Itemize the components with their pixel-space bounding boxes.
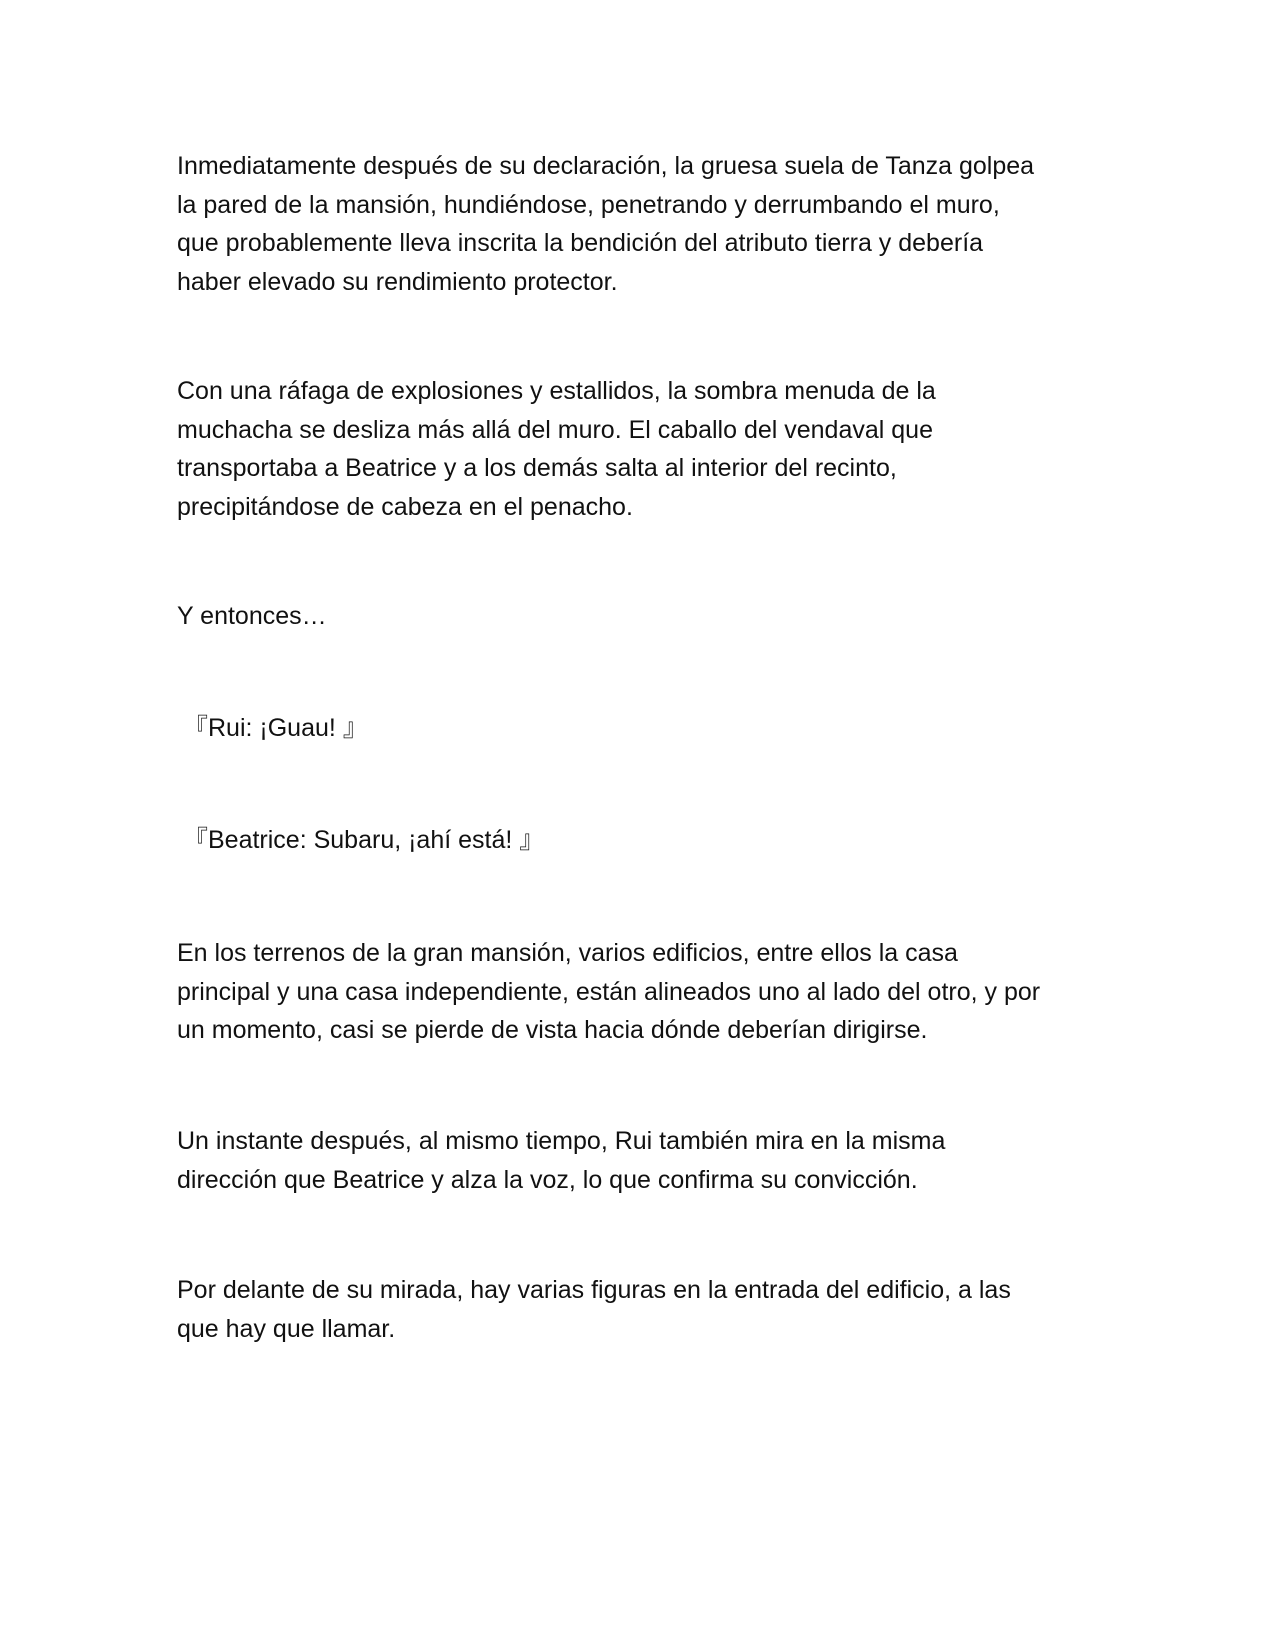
text-line: Y entonces… bbox=[177, 602, 327, 630]
text-line: precipitándose de cabeza en el penacho. bbox=[177, 492, 633, 521]
paragraph-and-then bbox=[177, 597, 1107, 636]
text-line: Con una ráfaga de explosiones y estallidos, la sombra menuda de la bbox=[177, 377, 936, 405]
paragraph-wall-impact bbox=[177, 147, 1107, 301]
paragraph-rui-looks bbox=[177, 1122, 1107, 1199]
dialogue-beatrice bbox=[183, 821, 1113, 860]
text-line: Inmediatamente después de su declaración, la gruesa suela de Tanza golpea bbox=[177, 152, 1035, 180]
text-line: haber elevado su rendimiento protector. bbox=[177, 267, 618, 296]
text-line: un momento, casi se pierde de vista hacia dónde deberían dirigirse. bbox=[177, 1016, 928, 1044]
text-line: que probablemente lleva inscrita la bendición del atributo tierra y debería bbox=[177, 229, 984, 257]
text-line: 『Rui: ¡Guau! 』 bbox=[183, 714, 368, 742]
dialogue-rui bbox=[183, 709, 1113, 748]
text-line: En los terrenos de la gran mansión, varios edificios, entre ellos la casa bbox=[177, 939, 958, 967]
text-line: muchacha se desliza más allá del muro. El caballo del vendaval que bbox=[177, 415, 933, 444]
text-line: Un instante después, al mismo tiempo, Rui también mira en la misma bbox=[177, 1127, 946, 1155]
text-line: transportaba a Beatrice y a los demás salta al interior del recinto, bbox=[177, 454, 897, 482]
paragraph-explosions bbox=[177, 372, 1107, 526]
text-line: dirección que Beatrice y alza la voz, lo que confirma su convicción. bbox=[177, 1165, 918, 1194]
paragraph-figures-entrance bbox=[177, 1271, 1107, 1348]
text-line: principal y una casa independiente, están alineados uno al lado del otro, y por bbox=[177, 977, 1041, 1006]
text-line: Por delante de su mirada, hay varias figuras en la entrada del edificio, a las bbox=[177, 1276, 1011, 1304]
paragraph-mansion-grounds bbox=[177, 934, 1107, 1050]
text-line: la pared de la mansión, hundiéndose, penetrando y derrumbando el muro, bbox=[177, 190, 1000, 219]
text-line: que hay que llamar. bbox=[177, 1314, 396, 1343]
text-line: 『Beatrice: Subaru, ¡ahí está! 』 bbox=[183, 826, 545, 854]
